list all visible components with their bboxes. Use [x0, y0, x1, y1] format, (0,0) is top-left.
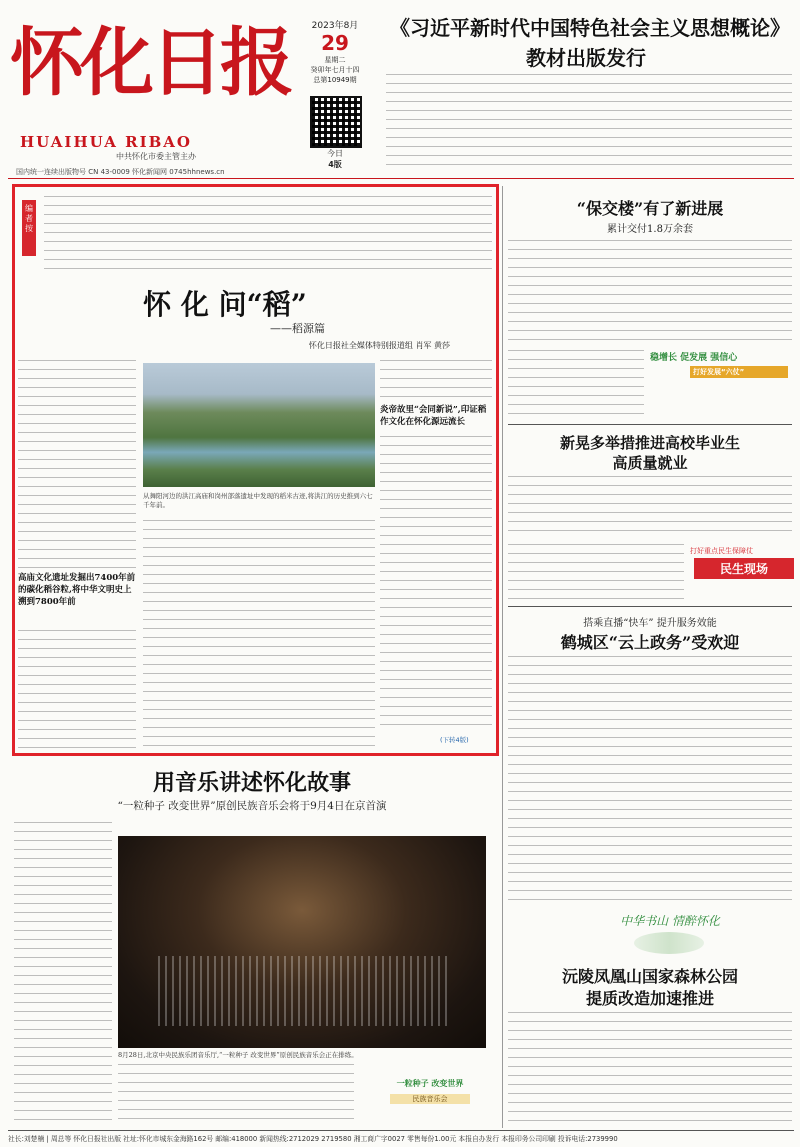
grad-tag-2: 民生现场 — [694, 558, 794, 579]
forest-logo: 中华书山 情醉怀化 — [620, 914, 720, 928]
grad-tag: 打好重点民生保障仗 — [690, 547, 753, 555]
date-year-month: 2023年8月 — [311, 21, 359, 31]
date-day: 29 — [321, 31, 349, 55]
forest-headline: 沅陵凤凰山国家森林公园 — [561, 967, 738, 986]
bao-banner-line1: 稳增长 促发展 强信心 — [650, 353, 738, 363]
feature-col-left — [18, 360, 136, 568]
page-count-value: 4版 — [328, 160, 342, 169]
right-divider-2 — [508, 606, 792, 607]
lead-headline: 《习近平新时代中国特色社会主义思想概论》 — [390, 16, 790, 40]
he-headline: 鹤城区“云上政务”受欢迎 — [560, 633, 740, 652]
right-divider-1 — [508, 424, 792, 425]
forest-headline-2: 提质改造加速推进 — [585, 989, 714, 1008]
issue-number: 总第10949期 — [313, 76, 357, 84]
masthead-pinyin: HUAIHUA RIBAO — [20, 133, 192, 151]
footer-imprint: 社长:刘楚楠 | 周总等 怀化日报社出版 社址:怀化市城东金海路162号 邮编:418000 新闻热线:2712029 2719580 湘工商广字0027 零售每份1.00元 本报自办发行 本报印务公司印刷 投诉电话:2739990 — [8, 1135, 618, 1143]
he-body — [508, 656, 792, 906]
column-divider — [502, 186, 503, 1128]
feature-title: 怀 化 问“稻” — [143, 288, 307, 321]
grad-headline-2: 高质量就业 — [612, 454, 688, 472]
music-col-mid — [118, 1064, 354, 1126]
music-subheadline: “一粒种子 改变世界”原创民族音乐会将于9月4日在京首演 — [117, 800, 387, 812]
feature-col-mid — [143, 520, 375, 748]
music-badge-line2: 民族音乐会 — [390, 1094, 470, 1104]
bao-subheadline: 累计交付1.8万余套 — [607, 224, 693, 235]
lead-body — [386, 74, 792, 166]
continued-note: (下转4版) — [440, 736, 469, 744]
feature-subtitle: ——稻源篇 — [270, 322, 325, 335]
footer-divider — [8, 1130, 794, 1131]
music-col-left — [14, 822, 112, 1126]
grad-headline: 新晃多举措推进高校毕业生 — [559, 434, 740, 452]
bao-body-2 — [508, 350, 644, 418]
feature-col-right-1 — [380, 360, 492, 400]
grad-body-2 — [508, 544, 684, 600]
feature-section1-heading: 高庙文化遗址发掘出7400年前的碳化稻谷粒,将中华文明史上溯到7800年前 — [18, 573, 136, 607]
bao-body — [508, 240, 792, 344]
forest-body — [508, 1012, 792, 1126]
feature-photo-caption: 从舞阳河边的洪江高庙和岗州部落遗址中发现的稻米古迹,将洪江的历史推到六七千年前。 — [143, 492, 373, 509]
music-badge-line1: 一粒种子 改变世界 — [396, 1078, 464, 1088]
date-box — [305, 18, 365, 85]
page-count-label: 今日 — [327, 149, 343, 158]
music-headline: 用音乐讲述怀化故事 — [152, 770, 351, 796]
feature-col-left-2 — [18, 630, 136, 748]
lunar-date: 癸卯年七月十四 — [310, 66, 360, 74]
publisher-line: 中共怀化市委主管主办 — [116, 152, 196, 161]
qr-code-icon — [310, 96, 362, 148]
music-photo-caption: 8月28日,北京中央民族乐团音乐厅,“一粒种子 改变世界”原创民族音乐会正在排练。 — [118, 1051, 358, 1059]
grad-body — [508, 476, 792, 538]
bao-banner-line2: 打好发展“六仗” — [690, 366, 788, 378]
feature-section2-heading: 炎帝故里“会同新说”,印证稻作文化在怀化源远流长 — [380, 405, 487, 427]
lead-subheadline: 教材出版发行 — [526, 46, 646, 70]
licence-line: 国内统一连续出版物号 CN 43-0009 怀化新闻网 0745hhnews.cn — [16, 168, 225, 176]
weekday: 星期二 — [324, 56, 346, 64]
masthead-logo: 怀化日报 — [10, 20, 290, 106]
page-count — [310, 148, 360, 170]
paddy-landscape-photo — [143, 363, 375, 487]
editor-note-body — [44, 196, 492, 274]
feature-col-right-2 — [380, 436, 492, 732]
editor-note-label: 编者按 — [22, 200, 36, 256]
he-kicker: 搭乘直播“快车” 提升服务效能 — [583, 618, 717, 629]
leaf-icon — [634, 932, 704, 954]
masthead-divider — [8, 178, 794, 179]
bao-headline: “保交楼”有了新进展 — [576, 199, 724, 218]
orchestra-photo — [118, 836, 486, 1048]
feature-byline: 怀化日报社全媒体特别报道组 肖军 黄莎 — [308, 341, 450, 350]
